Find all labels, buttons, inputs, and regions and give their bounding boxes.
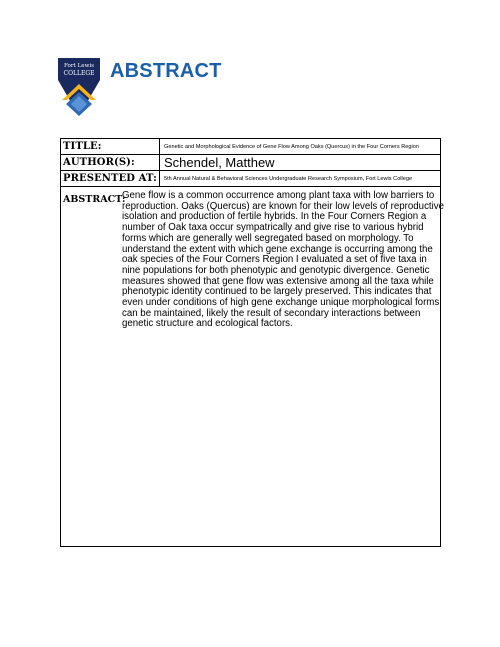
logo-text-line2: COLLEGE (63, 70, 95, 77)
author-row (61, 155, 440, 171)
presented-label: PRESENTED AT: (63, 173, 157, 184)
presented-row (61, 171, 440, 187)
abstract-body: Gene flow is a common occurrence among plant taxa with low barriers to reproduction. Oaks (Quercus) are known for their low levels of reproductive isolation and production of fertile hybrids. In the Four Corners Region a number of Oak taxa occur sympatrically and give rise to various hybrid forms which are generally well segregated based on morphology. To understand the extent with which gene exchange is occurring among the oak species of the Four Corners Region I evaluated a set of five taxa in nine populations for both phenotypic and genotypic divergence. Genetic measures showed that gene flow was extensive among all the taxa while phenotypic identity continued to be largely preserved. This indicates that even under conditions of high gene exchange unique morphological forms can be maintained, likely the result of secondary interactions between genetic structure and ecological factors. (122, 190, 444, 330)
author-label: AUTHOR(S): (63, 157, 135, 168)
author-value: Schendel, Matthew (159, 155, 440, 170)
page-heading: ABSTRACT (110, 60, 222, 82)
title-label: TITLE: (63, 141, 102, 152)
presented-value: 5th Annual Natural & Behavioral Sciences Undergraduate Research Symposium, Fort Lewis College (159, 171, 440, 186)
college-logo-mark (58, 58, 100, 116)
title-value: Genetic and Morphological Evidence of Gene Flow Among Oaks (Quercus) in the Four Corners Region (159, 139, 440, 154)
abstract-form (60, 138, 444, 547)
logo-text-line1: Fort Lewis (63, 63, 95, 69)
abstract-label: ABSTRACT: (63, 194, 126, 205)
title-row (61, 139, 440, 155)
college-logo (58, 58, 100, 116)
